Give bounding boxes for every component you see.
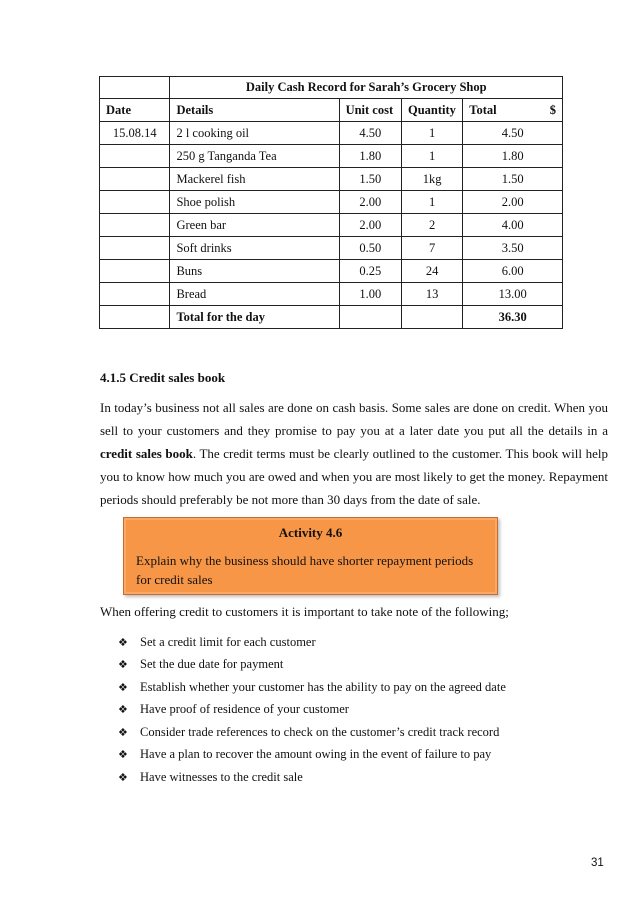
cell-total: 2.00	[463, 191, 563, 214]
cell-quantity: 13	[401, 283, 462, 306]
footer-date	[100, 306, 170, 329]
page-number: 31	[591, 857, 604, 869]
diamond-bullet-icon: ❖	[118, 680, 128, 694]
list-item	[118, 721, 506, 744]
cell-unit-cost: 2.00	[339, 191, 401, 214]
list-item	[118, 631, 506, 654]
cell-unit-cost: 0.25	[339, 260, 401, 283]
table-row	[100, 122, 563, 145]
cell-date	[100, 145, 170, 168]
table-row	[100, 214, 563, 237]
cell-details: Mackerel fish	[170, 168, 339, 191]
activity-text: Explain why the business should have shorter repayment periods for credit sales	[136, 553, 474, 587]
table-row	[100, 145, 563, 168]
header-date: Date	[100, 99, 170, 122]
header-details: Details	[170, 99, 339, 122]
list-item-text: Set the due date for payment	[140, 657, 284, 672]
header-quantity: Quantity	[401, 99, 462, 122]
activity-box	[123, 517, 498, 595]
cell-date	[100, 214, 170, 237]
table-row	[100, 168, 563, 191]
body-paragraph	[100, 396, 608, 511]
list-item-text: Consider trade references to check on the customer’s credit track record	[140, 724, 500, 739]
cell-date	[100, 260, 170, 283]
activity-title: Activity 4.6	[278, 525, 343, 540]
cell-date	[100, 168, 170, 191]
list-item-text: Establish whether your customer has the ability to pay on the agreed date	[140, 679, 506, 694]
cell-total: 4.00	[463, 214, 563, 237]
paragraph-bold-term: credit sales book	[100, 446, 193, 461]
table-body	[100, 122, 563, 306]
cash-record-table	[99, 76, 563, 329]
diamond-bullet-icon: ❖	[118, 635, 128, 649]
table-title: Daily Cash Record for Sarah’s Grocery Shop	[170, 77, 563, 99]
credit-tips-list	[118, 631, 506, 789]
table-row	[100, 191, 563, 214]
table-header-row	[100, 99, 563, 122]
list-item	[118, 676, 506, 699]
diamond-bullet-icon: ❖	[118, 748, 128, 762]
cell-total: 6.00	[463, 260, 563, 283]
cell-date	[100, 191, 170, 214]
list-item	[118, 654, 506, 677]
diamond-bullet-icon: ❖	[118, 703, 128, 717]
table-footer-row	[100, 306, 563, 329]
list-item-text: Have proof of residence of your customer	[140, 702, 349, 717]
list-intro: When offering credit to customers it is important to take note of the following;	[100, 604, 509, 619]
list-item-text: Have witnesses to the credit sale	[140, 769, 303, 784]
cell-quantity: 7	[401, 237, 462, 260]
list-item	[118, 766, 506, 789]
table-row	[100, 283, 563, 306]
cell-date	[100, 237, 170, 260]
header-total-label: Total	[469, 102, 497, 117]
diamond-bullet-icon: ❖	[118, 770, 128, 784]
cell-details: 2 l cooking oil	[170, 122, 339, 145]
cell-quantity: 24	[401, 260, 462, 283]
cell-total: 1.80	[463, 145, 563, 168]
diamond-bullet-icon: ❖	[118, 725, 128, 739]
cell-unit-cost: 2.00	[339, 214, 401, 237]
list-item-text: Have a plan to recover the amount owing in the event of failure to pay	[140, 747, 492, 762]
paragraph-part1: In today’s business not all sales are done on cash basis. Some sales are done on credit. When you sell to your customers and they promise to pay you at a later date you put all the details in a	[100, 400, 608, 438]
table-title-spacer	[100, 77, 170, 99]
list-item	[118, 744, 506, 767]
cell-quantity: 1	[401, 191, 462, 214]
cell-details: Green bar	[170, 214, 339, 237]
paragraph-part2: . The credit terms must be clearly outlined to the customer. This book will help you to know how much you are owed and when you are most likely to get the money. Repayment periods should preferably be not more than 30 days from the date of sale.	[100, 446, 608, 507]
cell-quantity: 2	[401, 214, 462, 237]
cell-details: Soft drinks	[170, 237, 339, 260]
list-item-text: Set a credit limit for each customer	[140, 634, 316, 649]
table-row	[100, 260, 563, 283]
cell-quantity: 1	[401, 122, 462, 145]
cell-quantity: 1kg	[401, 168, 462, 191]
header-unit-cost: Unit cost	[339, 99, 401, 122]
footer-qty	[401, 306, 462, 329]
cell-total: 4.50	[463, 122, 563, 145]
header-currency: $	[549, 102, 556, 117]
table-title-row	[100, 77, 563, 99]
cell-details: Bread	[170, 283, 339, 306]
footer-unit	[339, 306, 401, 329]
cell-unit-cost: 1.50	[339, 168, 401, 191]
cell-total: 1.50	[463, 168, 563, 191]
cell-date: 15.08.14	[100, 122, 170, 145]
cell-unit-cost: 1.00	[339, 283, 401, 306]
cell-details: Shoe polish	[170, 191, 339, 214]
cell-quantity: 1	[401, 145, 462, 168]
header-total	[463, 99, 563, 122]
footer-label: Total for the day	[170, 306, 339, 329]
cell-details: Buns	[170, 260, 339, 283]
diamond-bullet-icon: ❖	[118, 658, 128, 672]
cell-total: 13.00	[463, 283, 563, 306]
footer-total: 36.30	[463, 306, 563, 329]
list-item	[118, 699, 506, 722]
cell-unit-cost: 1.80	[339, 145, 401, 168]
section-heading: 4.1.5 Credit sales book	[100, 370, 226, 385]
cell-details: 250 g Tanganda Tea	[170, 145, 339, 168]
cell-unit-cost: 0.50	[339, 237, 401, 260]
cell-total: 3.50	[463, 237, 563, 260]
cell-unit-cost: 4.50	[339, 122, 401, 145]
cell-date	[100, 283, 170, 306]
table-row	[100, 237, 563, 260]
